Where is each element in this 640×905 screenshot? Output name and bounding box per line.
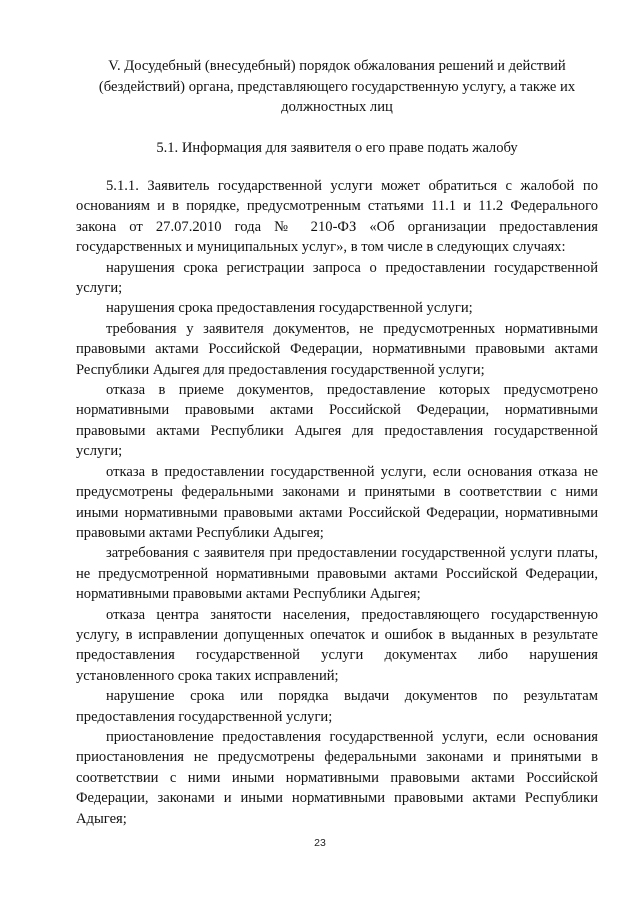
paragraph-case-extra-documents: требования у заявителя документов, не предусмотренных нормативными правовыми актами Российской Федерации, нормативными правовыми актами Республики Адыгея для предоставления государственной услуги; bbox=[76, 320, 598, 378]
paragraph-case-suspension: приостановление предоставления государственной услуги, если основания приостановления не предусмотрены федеральными законами и принятыми в соответствии с ними иными нормативными правовыми актами Российской Федерации, законами и иными нормативными правовыми актами Республики Адыгея; bbox=[76, 728, 598, 827]
subsection-title: 5.1. Информация для заявителя о его праве подать жалобу bbox=[156, 139, 518, 156]
section-title: V. Досудебный (внесудебный) порядок обжалования решений и действий (бездействий) органа, представляющего государственную услугу, а также их должностных лиц bbox=[98, 58, 576, 115]
paragraph-case-service-deadline: нарушения срока предоставления государственной услуги; bbox=[106, 300, 473, 317]
paragraph-case-issuance-violation: нарушение срока или порядка выдачи документов по результатам предоставления государственной услуги; bbox=[76, 688, 598, 725]
paragraph-case-document-refusal: отказа в приеме документов, предоставление которых предусмотрено нормативными правовыми актами Российской Федерации, нормативными правовыми актами Республики Адыгея для предоставления государственной услуги; bbox=[76, 382, 598, 460]
paragraph-case-registration-deadline: нарушения срока регистрации запроса о предоставлении государственной услуги; bbox=[76, 259, 598, 297]
paragraph-case-fee-demand: затребования с заявителя при предоставлении государственной услуги платы, не предусмотренной нормативными правовыми актами Российской Федерации, нормативными правовыми актами Республики Адыгея; bbox=[76, 545, 598, 603]
paragraph-intro: 5.1.1. Заявитель государственной услуги может обратиться с жалобой по основаниям и в порядке, предусмотренным статьями 11.1 и 11.2 Федерального закона от 27.07.2010 года № 210-ФЗ «Об организации предоставления государственных и муниципальных услуг», в том числе в следующих случаях: bbox=[76, 178, 598, 256]
paragraph-case-service-refusal: отказа в предоставлении государственной услуги, если основания отказа не предусмотрены федеральными законами и принятыми в соответствии с ними иными нормативными правовыми актами Российской Федерации, нормативными правовыми актами Республики Адыгея; bbox=[76, 463, 598, 541]
page-content bbox=[76, 56, 598, 829]
paragraph-case-correction-refusal: отказа центра занятости населения, предоставляющего государственную услугу, в исправлении допущенных опечаток и ошибок в выданных в результате предоставления государственной услуги документах либо нарушения установленного срока таких исправлений; bbox=[76, 606, 598, 684]
page-number: 23 bbox=[314, 837, 326, 849]
